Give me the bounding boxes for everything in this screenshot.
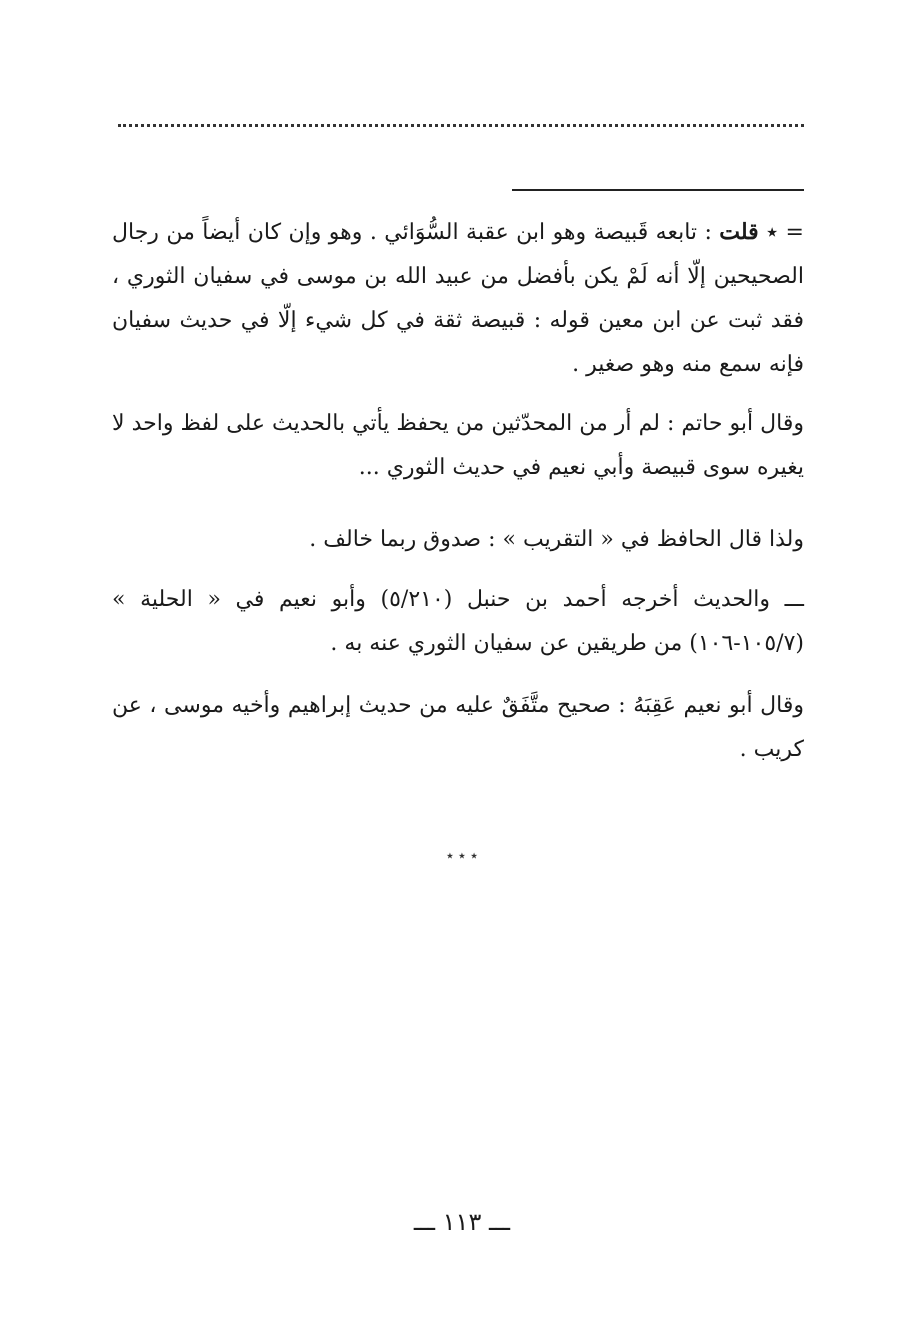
- footnote-paragraph-1-text: : تابعه قَبيصة وهو ابن عقبة السُّوَائي . وهو وإن كان أيضاً من رجال الصحيحين إلّا أنه لَمْ يكن بأفضل من عبيد الله بن موسى في سفيان الثوري ، فقد ثبت عن ابن معين قوله : قبيصة ثقة في كل شيء إلّا في حديث سفيان فإنه سمع منه وهو صغير .: [112, 220, 804, 377]
- footnote-rule-line: [512, 189, 804, 191]
- dotted-separator-line: [118, 124, 804, 127]
- footnote-paragraph-4: [112, 578, 804, 666]
- footnote-paragraph-5-text: وقال أبو نعيم عَقِبَهُ : صحيح متَّفَقٌ عليه من حديث إبراهيم وأخيه موسى ، عن كريب .: [112, 693, 804, 762]
- footnote-bold-word: قلت: [719, 219, 759, 245]
- footnote-paragraph-2: [112, 402, 804, 490]
- footnote-paragraph-2-text: وقال أبو حاتم : لم أر من المحدّثين من يحفظ يأتي بالحديث على لفظ واحد لا يغيره سوى قبيصة وأبي نعيم في حديث الثوري ...: [112, 411, 804, 480]
- footnote-prefix: = ٭: [758, 220, 804, 245]
- section-separator-stars: ٭ ٭ ٭: [446, 848, 478, 864]
- page-number: ـــ ١١٣ ـــ: [413, 1208, 511, 1236]
- footnote-paragraph-5: [112, 684, 804, 772]
- footnote-paragraph-4-text: ـــ والحديث أخرجه أحمد بن حنبل (٥/٢١٠) وأبو نعيم في « الحلية » (١٠٥/٧-١٠٦) من طريقين عن سفيان الثوري عنه به .: [112, 587, 804, 656]
- footnote-paragraph-1: [112, 210, 804, 387]
- footnote-paragraph-3: [112, 518, 804, 562]
- footnote-paragraph-3-text: ولذا قال الحافظ في « التقريب » : صدوق ربما خالف .: [309, 527, 804, 552]
